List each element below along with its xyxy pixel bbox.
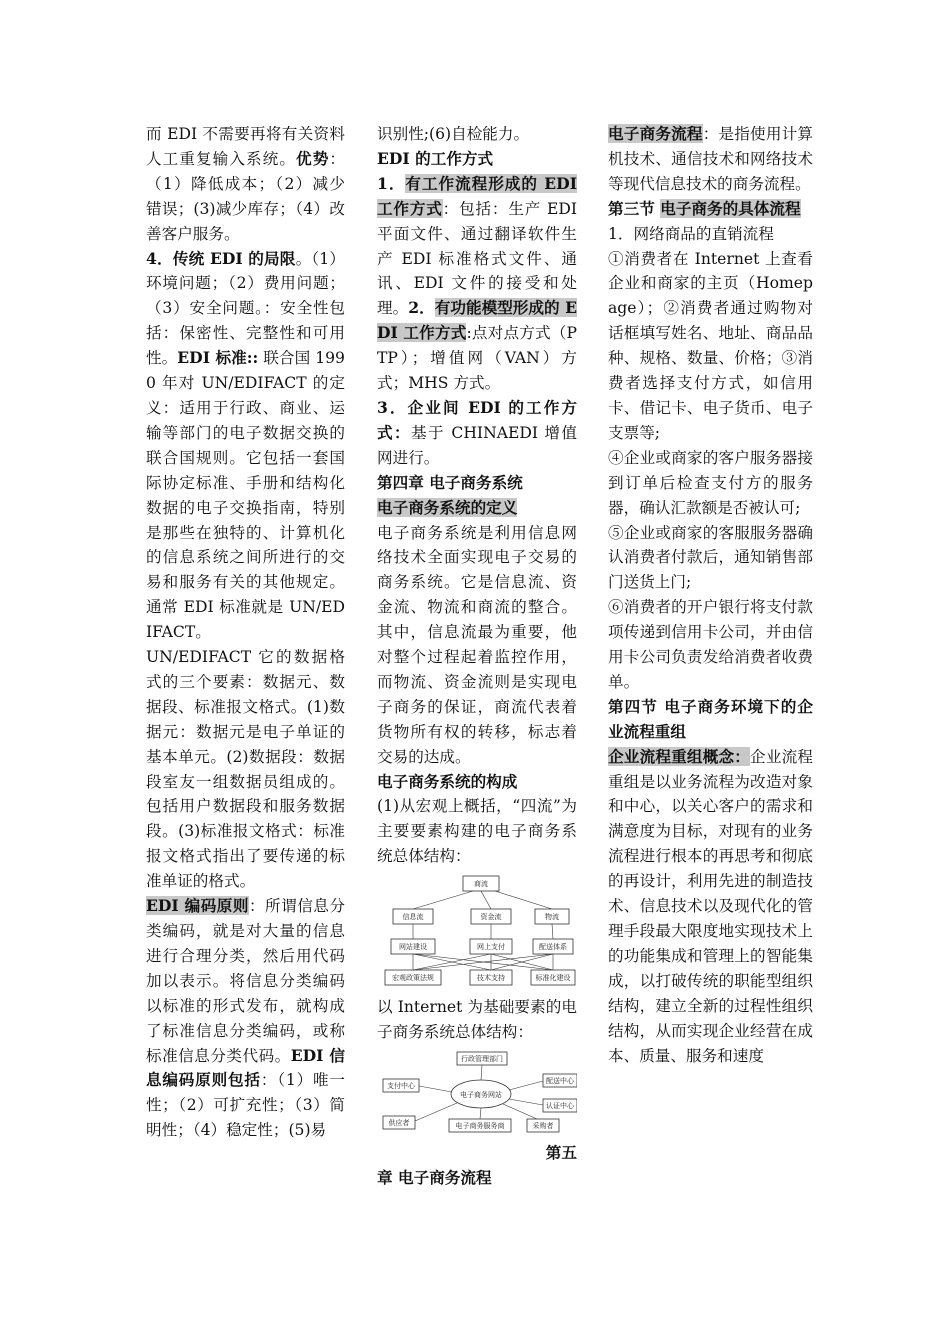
bold-term: 4．传统 EDI 的局限 [146, 248, 296, 268]
diagram-connector [481, 891, 491, 909]
paragraph [608, 745, 813, 1069]
text: ：（1）降低成本；（2）减少错误；(3)减少库存；（4）改善客户服务。 [146, 149, 345, 243]
paragraph: 识别性;(6)自检能力。 [377, 125, 530, 143]
diagram-connector [552, 924, 553, 939]
paragraph [608, 122, 813, 197]
diagram-node-label: 资金流 [480, 913, 502, 922]
paragraph: ⑤企业或商家的客服服务器确认消费者付款后，通知销售部门送货上门; [608, 523, 813, 592]
text: ：（1）唯一性；（2）可扩充性；（3）简明性；（4）稳定性；(5)易 [146, 1071, 345, 1140]
diagram-connector [495, 891, 552, 909]
chapter-heading: 第四章 电子商务系统 [377, 472, 523, 492]
section-heading: 电子商务系统的构成 [377, 771, 518, 791]
bold-term: 1． [377, 173, 406, 193]
bold-term: 3．企业间 EDI 的工作方式： [377, 397, 577, 442]
column-1 [146, 122, 345, 1143]
bold-term: 2． [408, 298, 435, 318]
bold-term: EDI 信息编码原则包括 [146, 1045, 345, 1090]
diagram-node-label: 物流 [545, 913, 559, 922]
diagram-node-label: 网站建设 [399, 943, 427, 952]
diagram-connector [419, 1086, 452, 1092]
diagram-connector [509, 1099, 543, 1105]
diagram-node-label: 供应者 [388, 1119, 410, 1127]
paragraph: ①消费者在 Internet 上查看企业和商家的主页（Homepage）；②消费者通过购物对话框填写姓名、地址、商品品种、规格、数量、价格；③消费者选择支付方式，如信用卡、借记卡、电子货币、电子支票等; [608, 249, 813, 442]
diagram-connector [413, 891, 473, 909]
section-heading [608, 197, 813, 222]
diagram-connector [481, 1065, 482, 1080]
chapter-heading-part: 章 电子商务流程 [377, 1167, 492, 1187]
highlighted-heading: 电子商务的具体流程 [660, 198, 801, 218]
paragraph [146, 894, 345, 1143]
paragraph: 1．网络商品的直销流程 [608, 224, 774, 243]
diagram-node-label: 支付中心 [387, 1082, 415, 1090]
text: ：是指使用计算机技术、通信技术和网络技术等现代信息技术的商务流程。 [608, 125, 813, 193]
diagram-node-label: 技术支持 [477, 974, 505, 983]
paragraph: (1)从宏观上概括，“四流”为主要要素构建的电子商务系统总体结构： [377, 797, 577, 866]
paragraph: 以 Internet 为基础要素的电子商务系统总体结构： [377, 998, 577, 1042]
diagram-node-label: 配送中心 [546, 1077, 574, 1085]
text: 基于 CHINAEDI 增值网进行。 [377, 423, 577, 467]
four-flows-diagram [377, 873, 577, 991]
internet-structure-diagram [377, 1049, 577, 1137]
paragraph: ⑥消费者的开户银行将支付款项传递到信用卡公司，并由信用卡公司负责发给消费者收费单。 [608, 598, 813, 691]
highlighted-heading: 电子商务系统的定义 [377, 497, 518, 517]
paragraph: UN/EDIFACT 它的数据格式的三个要素：数据元、数据段、标准报文格式。(1)数据元：数据元是电子单证的基本单元。(2)数据段：数据段室友一组数据员组成的。包括用户数据段和服务数据段。(3)标准报文格式：标准报文格式指出了要传递的标准单证的格式。 [146, 648, 345, 891]
diagram-connector [415, 1103, 457, 1121]
paragraph [146, 122, 345, 247]
text: 而 EDI 不需要再将有关资料人工重复输入系统。 [146, 125, 345, 168]
diagram-connector [480, 1108, 481, 1119]
column-3 [608, 122, 813, 1068]
text: 企业流程重组是以业务流程为改造对象和中心，以关心客户的需求和满意度为目标，对现有的业务流程进行根本的再思考和彻底的再设计，利用先进的制造技术、信息技术以及现代化的管理手段最大限度地实现技术上的功能集成和管理上的智能集成，以打破传统的职能型组织结构，建立全新的过程性组织结构，从而实现企业经营在成本、质量、服务和速度 [608, 747, 813, 1065]
paragraph [146, 247, 345, 646]
highlighted-term: 电子商务流程 [608, 124, 703, 143]
text: 。（1）环境问题；（2）费用问题；（3）安全问题。：安全性包括：保密性、完整性和可用性。 [146, 249, 345, 368]
highlighted-term: 企业流程重组概念： [608, 746, 751, 766]
paragraph [377, 396, 577, 471]
diagram-node-label: 信息流 [402, 913, 424, 922]
diagram-node-label: 采购者 [532, 1122, 554, 1130]
text: ：所谓信息分类编码，就是对大量的信息进行合理分类，然后用代码加以表示。将信息分类编码以标准的形式发布，就构成了标准信息分类编码，或称标准信息分类代码。 [146, 897, 345, 1065]
column-2 [377, 122, 577, 1191]
text: :点对点方式（PTP）；增值网（VAN）方式；MHS 方式。 [377, 324, 577, 393]
diagram-node-label: 认证中心 [546, 1102, 574, 1110]
section-heading [377, 496, 577, 521]
diagram-node-label: 电子商务网站 [460, 1091, 502, 1099]
text: 联合国 1990 年对 UN/EDIFACT 的定义：适用于行政、商业、运输等部门的电子数据交换的联合国规则。它包括一套国际协定标准、手册和结构化数据的电子交换指南，特别是那些在独特的、计算机化的信息系统之间所进行的交易和服务有关的其他规定。通常 EDI 标准就是 UN/EDIFACT。 [146, 349, 345, 642]
diagram-node-label: 标准化建设 [535, 974, 571, 983]
bold-term: 优势 [296, 148, 330, 168]
bold-term: EDI 标准:: [177, 348, 259, 368]
diagram-node-label: 配送体系 [539, 943, 567, 952]
highlighted-term: 有功能模型形成的 EDI 工作方式 [377, 298, 577, 343]
section-heading: EDI 的工作方式 [377, 148, 494, 168]
diagram-node-label: 行政管理部门 [461, 1055, 503, 1063]
diagram-connector [503, 1104, 537, 1119]
diagram-node-label: 商流 [474, 880, 488, 889]
section-heading: 第四节 电子商务环境下的企业流程重组 [608, 696, 813, 741]
paragraph [377, 172, 577, 396]
bold-term: 第三节 [608, 198, 661, 218]
paragraph: 电子商务系统是利用信息网络技术全面实现电子交易的商务系统。它是信息流、资金流、物流和商流的整合。 其中，信息流最为重要，他对整个过程起着监控作用，而物流、资金流则是实现电子商务的保证，商流代表着货物所有权的转移，标志着交易的达成。 [377, 523, 577, 766]
diagram-connector [509, 1081, 543, 1090]
highlighted-term: EDI 编码原则 [146, 896, 249, 916]
highlighted-term: 有工作流程形成的 EDI 工作方式 [377, 173, 577, 218]
paragraph: ④企业或商家的客户服务器接到订单后检查支付方的服务器，确认汇款额是否被认可; [608, 448, 813, 517]
diagram-node-label: 网上支付 [477, 943, 505, 952]
chapter-heading-part: 第五 [545, 1143, 577, 1162]
diagram-node-label: 宏观政策法规 [392, 974, 434, 983]
text: ：包括：生产 EDI 平面文件、通过翻译软件生产 EDI 标准格式文件、通讯、EDI 文件的接受和处理。 [377, 199, 577, 318]
diagram-node-label: 电子商务服务商 [455, 1122, 505, 1130]
